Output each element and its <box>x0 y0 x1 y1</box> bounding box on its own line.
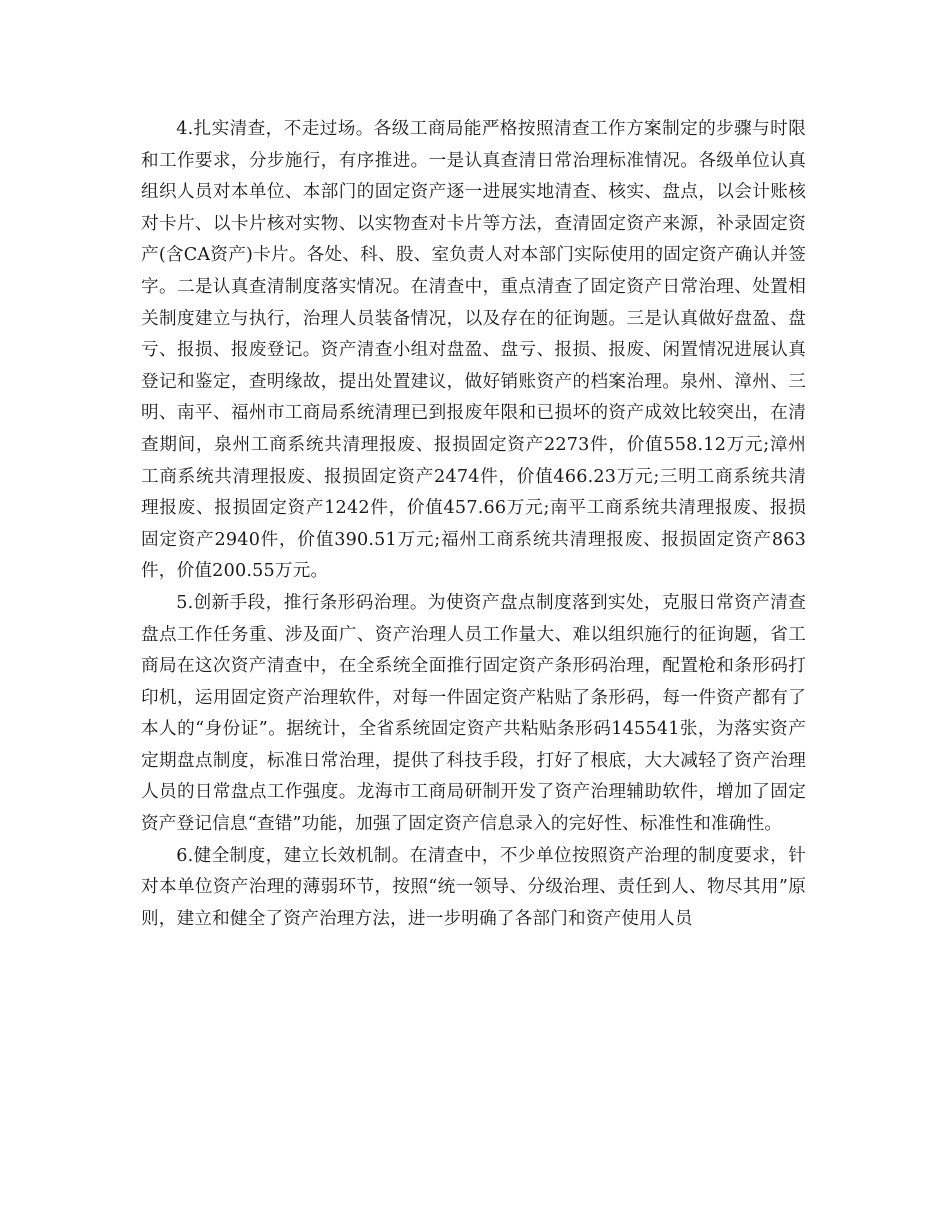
paragraph-6-improve-system: 6.健全制度，建立长效机制。在清查中，不少单位按照资产治理的制度要求，针对本单位资产治理的薄弱环节，按照“统一领导、分级治理、责任到人、物尽其用”原则，建立和健全了资产治理方法，进一步明确了各部门和资产使用人员 <box>141 845 806 929</box>
paragraph-4-thorough-inventory: 4.扎实清查，不走过场。各级工商局能严格按照清查工作方案制定的步骤与时限和工作要求，分步施行，有序推进。一是认真查清日常治理标准情况。各级单位认真组织人员对本单位、本部门的固定资产逐一进展实地清查、核实、盘点，以会计账核对卡片、以卡片核对实物、以实物查对卡片等方法，查清固定资产来源，补录固定资产(含CA资产)卡片。各处、科、股、室负责人对本部门实际使用的固定资产确认并签字。二是认真查清制度落实情况。在清查中，重点清查了固定资产日常治理、处置相关制度建立与执行，治理人员装备情况，以及存在的征询题。三是认真做好盘盈、盘亏、报损、报废登记。资产清查小组对盘盈、盘亏、报损、报废、闲置情况进展认真登记和鉴定，查明缘故，提出处置建议，做好销账资产的档案治理。泉州、漳州、三明、南平、福州市工商局系统清理已到报废年限和已损坏的资产成效比较突出，在清查期间，泉州工商系统共清理报废、报损固定资产2273件，价值558.12万元;漳州工商系统共清理报废、报损固定资产2474件，价值466.23万元;三明工商系统共清理报废、报损固定资产1242件，价值457.66万元;南平工商系统共清理报废、报损固定资产2940件，价值390.51万元;福州工商系统共清理报废、报损固定资产863件，价值200.55万元。 <box>141 119 806 582</box>
paragraph-5-barcode-management: 5.创新手段，推行条形码治理。为使资产盘点制度落到实处，克服日常资产清查盘点工作任务重、涉及面广、资产治理人员工作量大、难以组织施行的征询题，省工商局在这次资产清查中，在全系统全面推行固定资产条形码治理，配置枪和条形码打印机，运用固定资产治理软件，对每一件固定资产粘贴了条形码，每一件资产都有了本人的“身份证”。据统计，全省系统固定资产共粘贴条形码145541张，为落实资产定期盘点制度，标准日常治理，提供了科技手段，打好了根底，大大减轻了资产治理人员的日常盘点工作强度。龙海市工商局研制开发了资产治理辅助软件，增加了固定资产登记信息“查错”功能，加强了固定资产信息录入的完好性、标准性和准确性。 <box>141 592 806 835</box>
document-body <box>141 114 806 935</box>
